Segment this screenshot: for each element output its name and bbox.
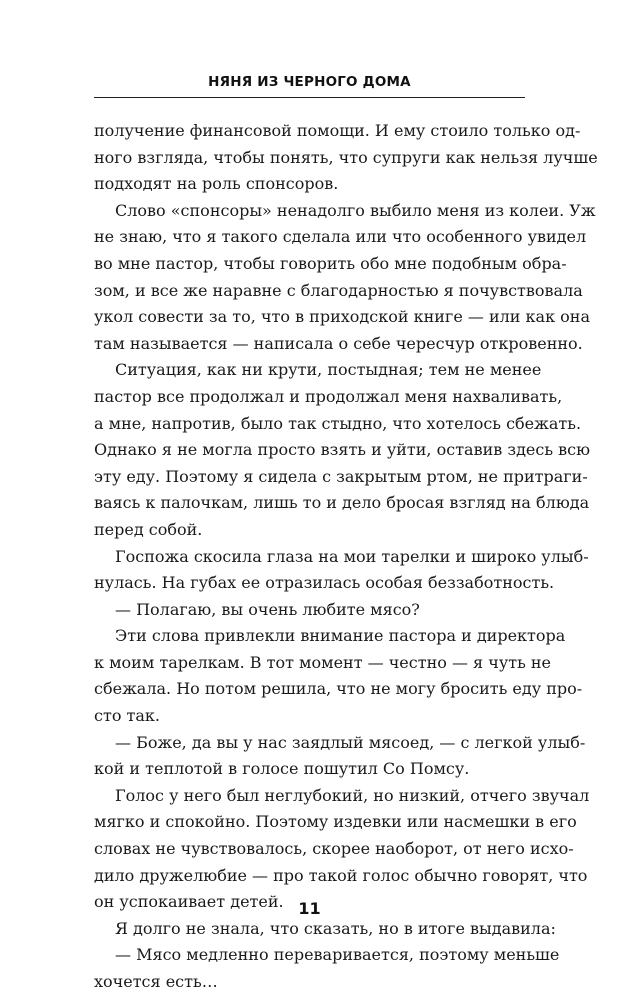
text-line: Госпожа скосила глаза на мои тарелки и широко улыб- bbox=[115, 546, 589, 566]
text-line: перед собой. bbox=[94, 519, 203, 539]
paragraph bbox=[94, 118, 598, 198]
text-line: Однако я не могла просто взять и уйти, оставив здесь всю bbox=[94, 440, 591, 460]
running-title: НЯНЯ ИЗ ЧЕРНОГО ДОМА bbox=[208, 74, 411, 90]
text-line: там называется — написала о себе чересчур откровенно. bbox=[94, 333, 583, 353]
paragraph bbox=[94, 916, 556, 943]
paragraph bbox=[94, 544, 589, 597]
text-line: к моим тарелкам. В тот момент — честно — я чуть не bbox=[94, 652, 552, 672]
text-line: подходят на роль спонсоров. bbox=[94, 174, 339, 194]
text-line: дило дружелюбие — про такой голос обычно говорят, что bbox=[94, 865, 588, 885]
text-line: ваясь к палочкам, лишь то и дело бросая взгляд на блюда bbox=[94, 493, 590, 513]
text-line: пастор все продолжал и продолжал меня нахваливать, bbox=[94, 386, 563, 406]
text-line: Голос у него был неглубокий, но низкий, отчего звучал bbox=[115, 785, 590, 805]
page-number: 11 bbox=[298, 899, 321, 918]
text-line: — Боже, да вы у нас заядлый мясоед, — с легкой улыб- bbox=[115, 732, 586, 752]
text-line: Ситуация, как ни крути, постыдная; тем не менее bbox=[115, 360, 542, 380]
text-line: зом, и все же наравне с благодарностью я почувствовала bbox=[94, 280, 583, 300]
text-line: словах не чувствовалось, скорее наоборот, от него исхо- bbox=[94, 839, 574, 859]
paragraph bbox=[94, 357, 591, 543]
text-line: кой и теплотой в голосе пошутил Со Помсу. bbox=[94, 759, 470, 779]
text-line: сбежала. Но потом решила, что не могу бросить еду про- bbox=[94, 679, 583, 699]
paragraph bbox=[94, 198, 596, 358]
text-line: хочется есть… bbox=[94, 972, 218, 991]
text-line: Я долго не знала, что сказать, но в итоге выдавила: bbox=[115, 918, 556, 938]
paragraph bbox=[94, 942, 560, 995]
text-line: ного взгляда, чтобы понять, что супруги как нельзя лучше bbox=[94, 147, 598, 167]
body-text bbox=[94, 118, 598, 996]
paragraph bbox=[94, 597, 525, 624]
text-line: — Полагаю, вы очень любите мясо? bbox=[115, 599, 420, 619]
paragraph bbox=[94, 623, 583, 729]
header-rule bbox=[94, 97, 525, 98]
text-line: а мне, напротив, было так стыдно, что хотелось сбежать. bbox=[94, 413, 582, 433]
text-line: не знаю, что я такого сделала или что особенного увидел bbox=[94, 227, 587, 247]
text-line: — Мясо медленно переваривается, поэтому меньше bbox=[115, 945, 560, 965]
text-line: во мне пастор, чтобы говорить обо мне подобным обра- bbox=[94, 253, 567, 273]
text-line: эту еду. Поэтому я сидела с закрытым ртом, не притраги- bbox=[94, 466, 588, 486]
text-line: нулась. На губах ее отразилась особая беззаботность. bbox=[94, 573, 555, 593]
text-line: Эти слова привлекли внимание пастора и директора bbox=[115, 626, 566, 646]
text-line: получение финансовой помощи. И ему стоило только од- bbox=[94, 121, 581, 140]
text-line: укол совести за то, что в приходской книге — или как она bbox=[94, 307, 590, 327]
paragraph bbox=[94, 730, 586, 783]
text-line: сто так. bbox=[94, 706, 161, 726]
paragraph bbox=[94, 783, 590, 916]
text-line: мягко и спокойно. Поэтому издевки или насмешки в его bbox=[94, 812, 577, 832]
text-line: он успокаивает детей. bbox=[94, 892, 284, 912]
text-line: Слово «спонсоры» ненадолго выбило меня из колеи. Уж bbox=[115, 200, 596, 220]
